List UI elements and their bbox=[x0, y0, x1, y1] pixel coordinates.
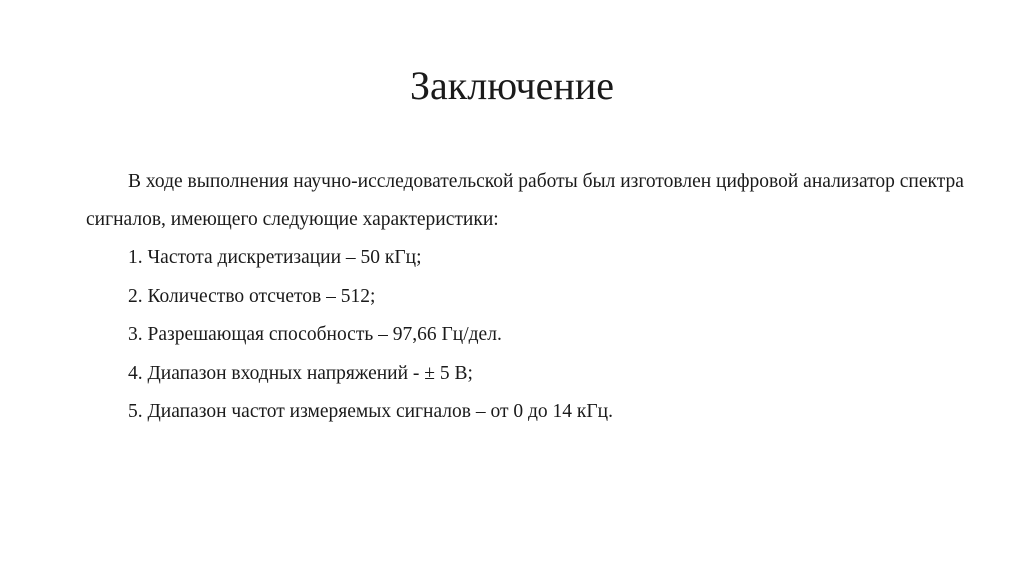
slide-title: Заключение bbox=[410, 63, 614, 108]
characteristics-list bbox=[86, 239, 986, 432]
list-item: 2. Количество отсчетов – 512; bbox=[128, 285, 376, 307]
intro-paragraph: В ходе выполнения научно-исследовательской работы был изготовлен цифровой анализатор спектра сигналов, имеющего следующие характеристики: bbox=[86, 171, 964, 230]
list-item: 4. Диапазон входных напряжений - ± 5 В; bbox=[128, 362, 473, 384]
list-item: 5. Диапазон частот измеряемых сигналов – от 0 до 14 кГц. bbox=[128, 401, 613, 422]
slide-body bbox=[86, 163, 986, 432]
list-item: 3. Разрешающая способность – 97,66 Гц/дел. bbox=[128, 324, 502, 345]
list-item: 1. Частота дискретизации – 50 кГц; bbox=[128, 247, 422, 268]
